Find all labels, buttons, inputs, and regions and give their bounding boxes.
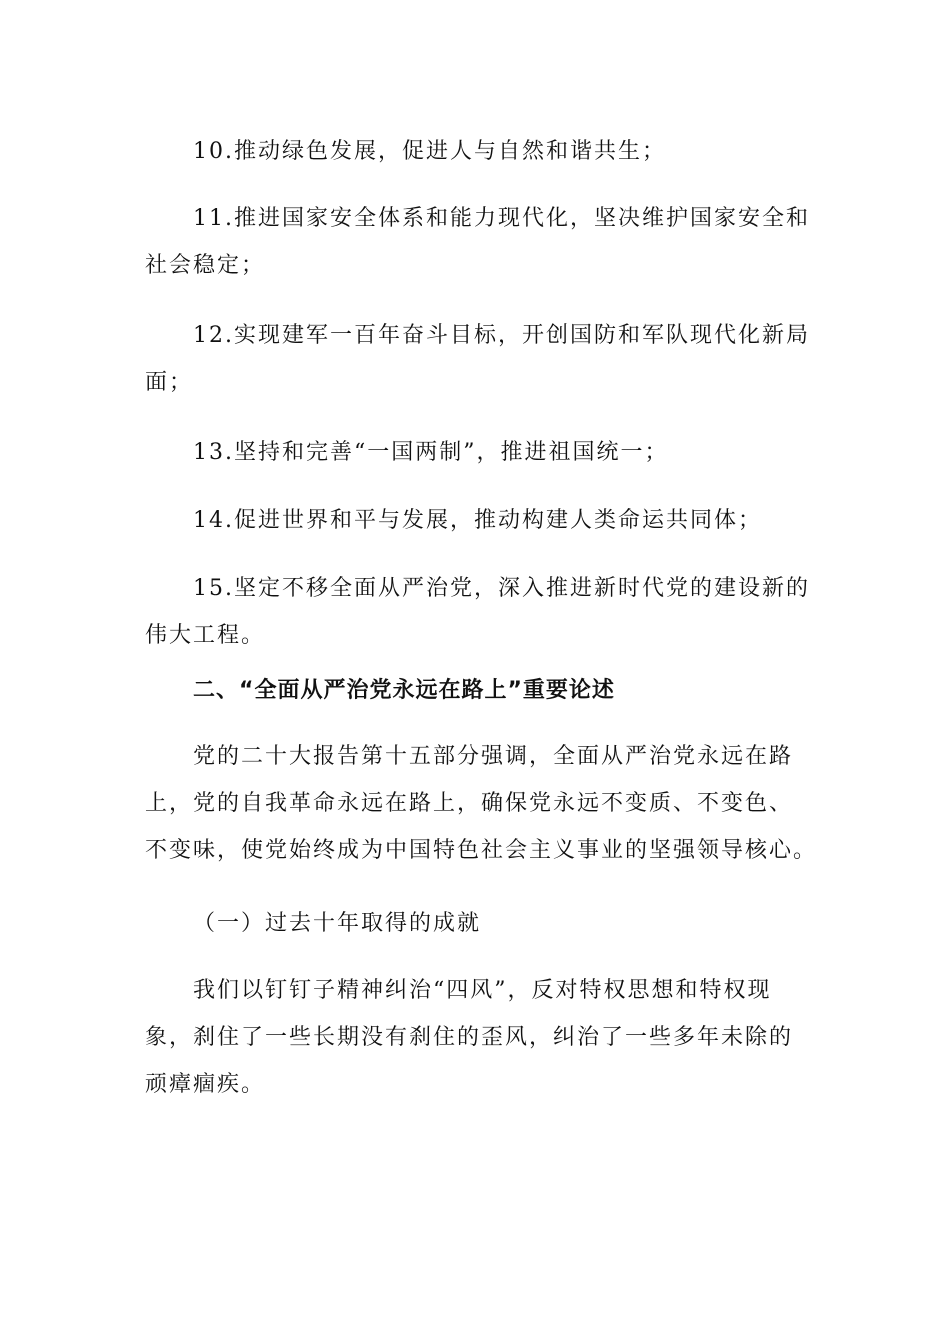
text-line: 我们以钉钉子精神纠治“四风”，反对特权思想和特权现 (193, 978, 772, 1003)
subheading (145, 900, 805, 947)
list-item-10 (145, 128, 805, 175)
text-line: 社会稳定； (145, 253, 266, 278)
list-item-12 (145, 312, 810, 406)
text-line: 面； (145, 370, 194, 395)
text-line: 党的二十大报告第十五部分强调，全面从严治党永远在路 (193, 744, 794, 769)
text-line: 11.推进国家安全体系和能力现代化，坚决维护国家安全和 (193, 206, 810, 231)
text-line: 顽瘴痼疾。 (145, 1072, 266, 1097)
text-line: 15.坚定不移全面从严治党，深入推进新时代党的建设新的 (193, 576, 810, 601)
list-item-14 (145, 497, 805, 544)
text-line: 象，刹住了一些长期没有刹住的歪风，纠治了一些多年未除的 (145, 1025, 794, 1050)
section-heading-text: 二、“全面从严治党永远在路上”重要论述 (193, 678, 615, 703)
text-line: 13.坚持和完善“一国两制”，推进祖国统一； (193, 440, 669, 465)
list-item-11 (145, 195, 810, 289)
text-line: 伟大工程。 (145, 623, 266, 648)
text-line: 14.促进世界和平与发展，推动构建人类命运共同体； (193, 508, 762, 533)
text-line: 12.实现建军一百年奋斗目标，开创国防和军队现代化新局 (193, 323, 810, 348)
intro-paragraph (145, 733, 818, 874)
text-line: 上，党的自我革命永远在路上，确保党永远不变质、不变色、 (145, 791, 794, 816)
list-item-15 (145, 565, 810, 659)
subheading-text: （一）过去十年取得的成就 (193, 911, 482, 936)
list-item-13 (145, 429, 805, 476)
section-heading (145, 667, 805, 714)
achievement-paragraph (145, 967, 805, 1108)
text-line: 不变味，使党始终成为中国特色社会主义事业的坚强领导核心。 (145, 838, 818, 863)
text-line: 10.推动绿色发展，促进人与自然和谐共生； (193, 139, 666, 164)
